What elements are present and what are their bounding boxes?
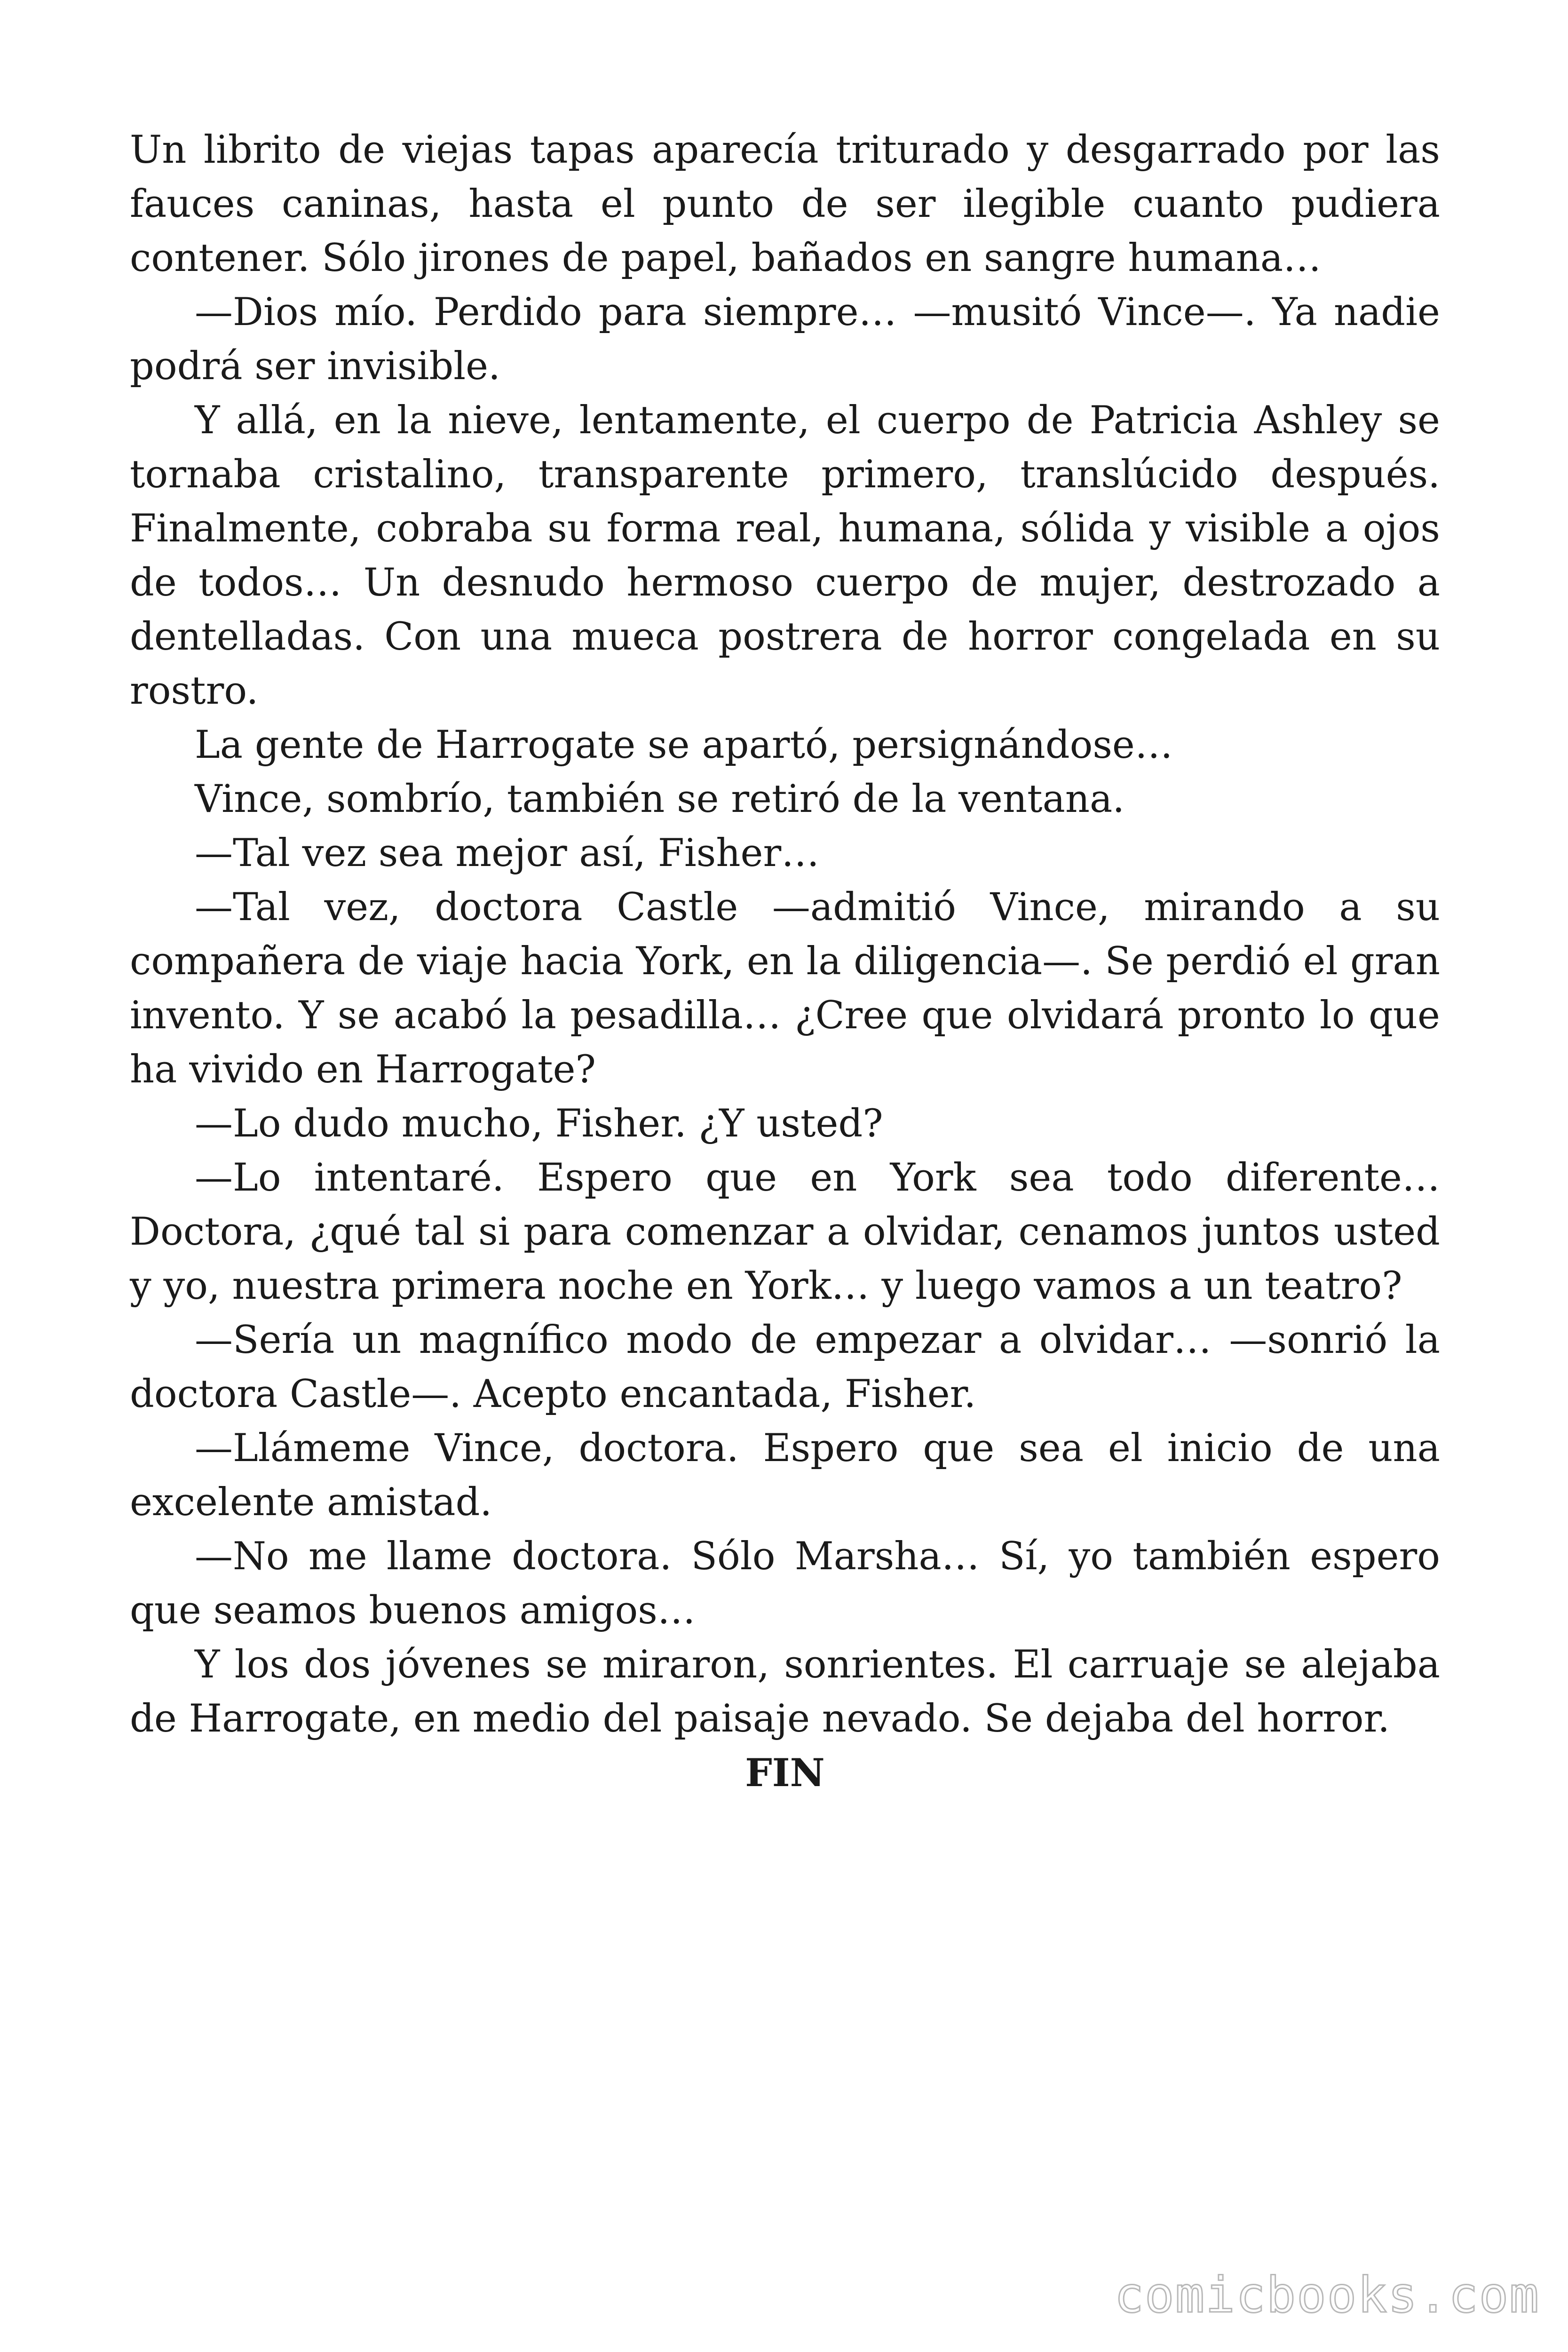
paragraph-9: —Lo intentaré. Espero que en York sea todo diferente… Doctora, ¿qué tal si para comenzar a olvidar, cenamos juntos usted y yo, nuestra primera noche en York… y luego vamos a un teatro? [130, 1156, 1440, 1308]
paragraph-7: —Tal vez, doctora Castle —admitió Vince, mirando a su compañera de viaje hacia York, en la diligencia—. Se perdió el gran invento. Y se acabó la pesadilla… ¿Cree que olvidará pronto lo que ha vivido en Harrogate? [130, 885, 1440, 1092]
paragraph-13: Y los dos jóvenes se miraron, sonrientes. El carruaje se alejaba de Harrogate, en medio del paisaje nevado. Se dejaba del horror. [130, 1643, 1440, 1741]
ending-heading: FIN [745, 1751, 825, 1796]
body-text [130, 123, 1440, 1800]
paragraph-10: —Sería un magnífico modo de empezar a olvidar… —sonrió la doctora Castle—. Acepto encantada, Fisher. [130, 1318, 1440, 1416]
paragraph-2: —Dios mío. Perdido para siempre… —musitó Vince—. Ya nadie podrá ser invisible. [130, 290, 1440, 389]
paragraph-11: —Llámeme Vince, doctora. Espero que sea el inicio de una excelente amistad. [130, 1426, 1440, 1525]
paragraph-12: —No me llame doctora. Sólo Marsha… Sí, yo también espero que seamos buenos amigos… [130, 1534, 1440, 1633]
paragraph-5: Vince, sombrío, también se retiró de la ventana. [195, 777, 1125, 821]
paragraph-3: Y allá, en la nieve, lentamente, el cuerpo de Patricia Ashley se tornaba cristalino, transparente primero, translúcido después. Finalmente, cobraba su forma real, humana, sólida y visible a ojos de todos… Un desnudo hermoso cuerpo de mujer, destrozado a dentelladas. Con una mueca postrera de horror congelada en su rostro. [130, 398, 1440, 713]
paragraph-8: —Lo dudo mucho, Fisher. ¿Y usted? [195, 1102, 883, 1146]
paragraph-1: Un librito de viejas tapas aparecía triturado y desgarrado por las fauces caninas, hasta el punto de ser ilegible cuanto pudiera contener. Sólo jirones de papel, bañados en sangre humana… [130, 128, 1440, 280]
paragraph-6: —Tal vez sea mejor así, Fisher… [195, 831, 820, 875]
watermark-logo: comicbooks.com [1114, 2266, 1540, 2324]
paragraph-4: La gente de Harrogate se apartó, persignándose… [195, 723, 1173, 767]
